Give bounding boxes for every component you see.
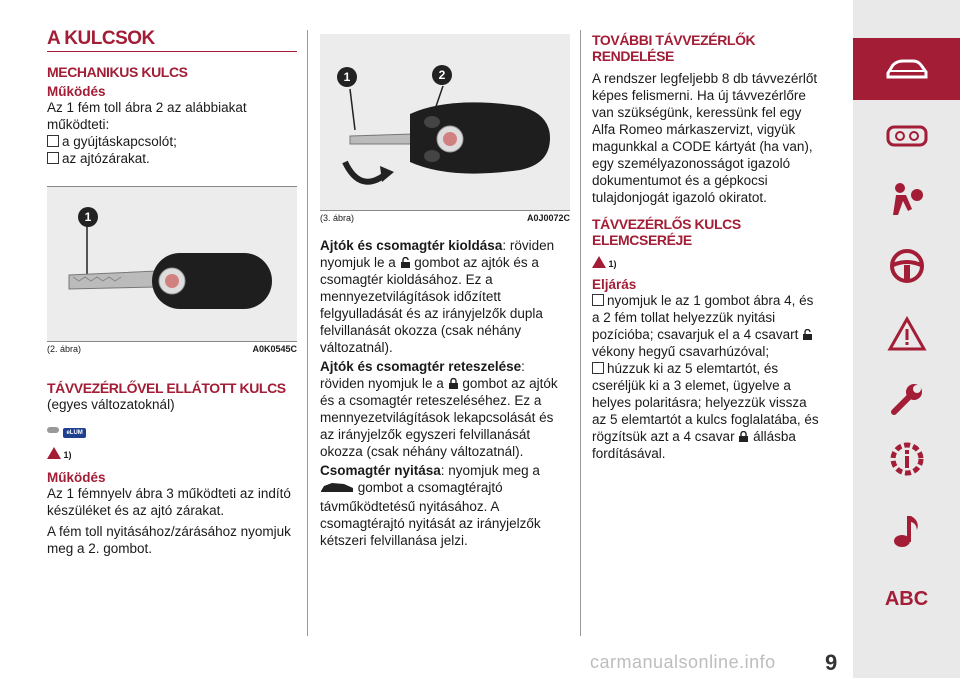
sub-heading: Eljárás: [592, 277, 637, 292]
checkbox-bullet-icon: [47, 152, 59, 164]
paragraph-trunk: Csomagtér nyitása: nyomjuk meg a gombot a csomagtérajtó távműködtetésű nyitásához. A csomagtérajtó nyitását az irányjelzők kétszeri felvillanása jelzi.: [320, 463, 541, 548]
page-title: A KULCSOK: [47, 28, 297, 52]
column-3: [592, 28, 824, 462]
paragraph-lock: Ajtók és csomagtér reteszelése: röviden nyomjuk le a gombot az ajtók és a csomagtér reteszeléséhez. Ez a mennyezetvilágítások lekapcsolását és az irányjelzők egyszeri felvillanását okozza (csak néhány változatnál).: [320, 359, 558, 459]
paragraph-unlock: Ajtók és csomagtér kioldása: röviden nyomjuk le a gombot az ajtók és a csomagtér kioldásához. Ez a mennyezetvilágítások időzített felgyulladását és az irányjelzők dupla felvillanását okozza (csak néhány változatnál).: [320, 238, 555, 355]
lock-icon: [449, 376, 458, 387]
remote-key-illustration: [320, 34, 570, 210]
sidebar-item-car[interactable]: [853, 38, 960, 100]
paragraph: A rendszer legfeljebb 8 db távvezérlőt képes felismerni. Ha új távvezérlőre van szükségünk, keressünk fel egy Alfa Romeo márkaszervizt, vigyük magunkkal a CODE kártyát (ha van), egy személyazonosságot igazoló dokumentumot és a gépkocsi tulajdonjogát igazoló okiratot.: [592, 71, 818, 205]
figure-mechanical-key: [47, 186, 297, 341]
unlock-icon: [401, 255, 410, 266]
dashboard-icon: [886, 125, 928, 147]
figure-label: (2. ábra): [47, 344, 82, 354]
checkbox-bullet-icon: [592, 362, 604, 374]
list-item: az ajtózárakat.: [47, 150, 297, 167]
figure-remote-key: [320, 34, 570, 210]
sub-heading: Működés: [47, 84, 106, 99]
airbag-person-icon: [890, 181, 924, 217]
sidebar-item-maintenance[interactable]: [853, 368, 960, 430]
warning-reference: 1): [47, 447, 297, 460]
column-divider: [307, 30, 308, 636]
column-2: [320, 28, 570, 549]
figure-code: A0K0545C: [252, 344, 297, 354]
page-number: 9: [825, 650, 838, 675]
sidebar-item-dashboard[interactable]: [853, 105, 960, 167]
callout-number: 2: [432, 65, 452, 85]
lock-icon: [739, 429, 748, 440]
list-item: nyomjuk le az 1 gombot ábra 4, és a 2 fém tollat helyezzük nyitási pozícióba; csavarjuk el a 4 csavart vékony hegyű csavarhúzóval;: [592, 293, 814, 359]
sidebar-item-safety[interactable]: [853, 168, 960, 230]
warning-triangle-icon: [887, 316, 927, 352]
key-icon: [47, 427, 59, 433]
sub-heading: Működés: [47, 470, 106, 485]
warning-reference: 1): [592, 256, 824, 269]
sidebar-item-index[interactable]: [853, 568, 960, 630]
steering-wheel-icon: [889, 248, 925, 284]
chapter-sidebar: [853, 0, 960, 678]
car-icon: [885, 58, 929, 80]
callout-number: 1: [337, 67, 357, 87]
warning-triangle-icon: [592, 256, 606, 268]
variant-marker: [47, 421, 297, 439]
unlock-icon: [803, 327, 812, 338]
section-heading: TÁVVEZÉRLŐVEL ELLÁTOTT KULCS: [47, 380, 286, 396]
sidebar-item-technical[interactable]: [853, 428, 960, 490]
paragraph: Az 1 fém toll ábra 2 az alábbiakat működteti:: [47, 100, 247, 132]
checkbox-bullet-icon: [47, 135, 59, 147]
list-item: a gyújtáskapcsolót;: [47, 133, 297, 150]
paragraph: Az 1 fémnyelv ábra 3 működteti az indító készüléket és az ajtó zárakat.: [47, 486, 291, 518]
sidebar-item-driving[interactable]: [853, 235, 960, 297]
section-heading: TÁVVEZÉRLŐS KULCS ELEMCSERÉJE: [592, 216, 741, 248]
trunk-car-icon: [320, 481, 354, 498]
footer-watermark: carmanualsonline.info: [590, 652, 776, 672]
music-note-icon: [892, 513, 922, 549]
figure-caption: [47, 341, 297, 354]
callout-number: 1: [78, 207, 98, 227]
list-item: húzzuk ki az 5 elemtartót, és cseréljük ki a 3 elemet, ügyelve a helyes polaritásra; helyezzük vissza az 5 elemtartót a kulcs foglalatába, és rögzítsük azt a 4 csavar állásba fordításával.: [592, 361, 819, 461]
section-heading: TOVÁBBI TÁVVEZÉRLŐK RENDELÉSE: [592, 32, 756, 64]
column-divider: [580, 30, 581, 636]
wrench-icon: [888, 380, 926, 418]
elum-badge: eLUM: [63, 428, 85, 438]
section-heading: MECHANIKUS KULCS: [47, 64, 188, 80]
gear-info-icon: [887, 439, 927, 479]
column-1: [47, 28, 297, 557]
section-note: (egyes változatoknál): [47, 397, 175, 412]
figure-label: (3. ábra): [320, 213, 355, 223]
sidebar-item-multimedia[interactable]: [853, 500, 960, 562]
paragraph: A fém toll nyitásához/zárásához nyomjuk meg a 2. gombot.: [47, 524, 291, 556]
figure-caption: [320, 210, 570, 223]
sidebar-item-emergency[interactable]: [853, 303, 960, 365]
warning-triangle-icon: [47, 447, 61, 459]
abc-label: ABC: [884, 587, 929, 610]
checkbox-bullet-icon: [592, 294, 604, 306]
figure-code: A0J0072C: [526, 213, 570, 223]
